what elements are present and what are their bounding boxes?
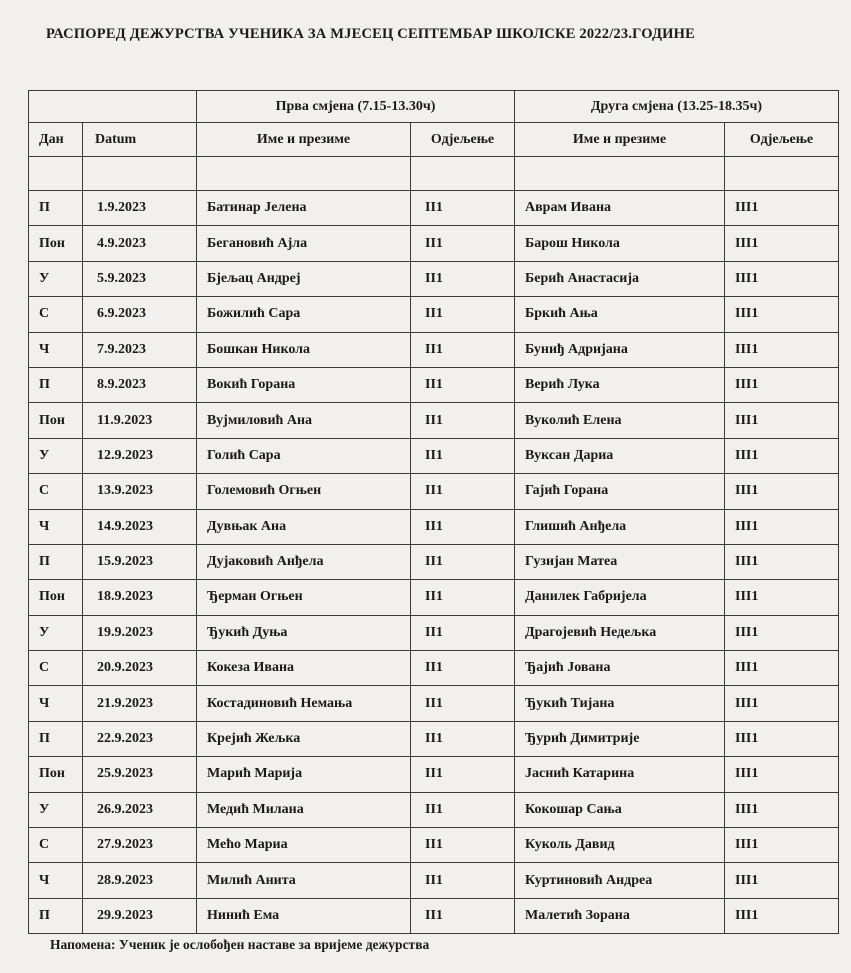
second-shift-class: III1 (725, 261, 839, 296)
second-shift-student-name: Ђукић Тијана (515, 686, 725, 721)
first-shift-class: II1 (411, 898, 515, 933)
day-cell: Ч (29, 863, 83, 898)
table-row (29, 615, 839, 650)
first-shift-class: II1 (411, 261, 515, 296)
second-shift-class: III1 (725, 509, 839, 544)
first-shift-student-name: Батинар Јелена (197, 191, 411, 226)
day-cell: П (29, 721, 83, 756)
day-cell: П (29, 544, 83, 579)
day-cell: Пон (29, 757, 83, 792)
first-shift-class: II1 (411, 226, 515, 261)
second-shift-name-column-header: Име и презиме (515, 123, 725, 157)
day-cell: С (29, 651, 83, 686)
first-shift-class: II1 (411, 367, 515, 402)
first-shift-class: II1 (411, 580, 515, 615)
date-cell: 14.9.2023 (83, 509, 197, 544)
first-shift-class: II1 (411, 509, 515, 544)
second-shift-class: III1 (725, 863, 839, 898)
day-cell: П (29, 898, 83, 933)
blank-cell (411, 157, 515, 191)
second-shift-class: III1 (725, 580, 839, 615)
second-shift-class: III1 (725, 615, 839, 650)
table-row (29, 721, 839, 756)
first-shift-class: II1 (411, 792, 515, 827)
day-cell: У (29, 615, 83, 650)
first-shift-class: II1 (411, 651, 515, 686)
table-row (29, 332, 839, 367)
day-cell: Пон (29, 403, 83, 438)
second-shift-class: III1 (725, 438, 839, 473)
second-shift-student-name: Куколь Давид (515, 828, 725, 863)
first-shift-student-name: Бјељац Андреј (197, 261, 411, 296)
day-cell: Пон (29, 580, 83, 615)
page-title: РАСПОРЕД ДЕЖУРСТВА УЧЕНИКА ЗА МЈЕСЕЦ СЕПТЕМБАР ШКОЛСКЕ 2022/23.ГОДИНЕ (46, 26, 695, 42)
first-shift-class: II1 (411, 332, 515, 367)
table-row (29, 474, 839, 509)
first-shift-class: II1 (411, 615, 515, 650)
first-shift-class: II1 (411, 757, 515, 792)
table-row (29, 544, 839, 579)
day-cell: Пон (29, 226, 83, 261)
first-shift-student-name: Голић Сара (197, 438, 411, 473)
table-row (29, 403, 839, 438)
day-cell: Ч (29, 686, 83, 721)
second-shift-student-name: Јаснић Катарина (515, 757, 725, 792)
second-shift-student-name: Верић Лука (515, 367, 725, 402)
second-shift-student-name: Барош Никола (515, 226, 725, 261)
date-cell: 11.9.2023 (83, 403, 197, 438)
first-shift-student-name: Ђукић Дуња (197, 615, 411, 650)
first-shift-student-name: Големовић Огњен (197, 474, 411, 509)
first-shift-class: II1 (411, 403, 515, 438)
first-shift-student-name: Божилић Сара (197, 297, 411, 332)
date-cell: 20.9.2023 (83, 651, 197, 686)
second-shift-student-name: Ђајић Јована (515, 651, 725, 686)
first-shift-name-column-header: Име и презиме (197, 123, 411, 157)
second-shift-student-name: Вуксан Дариа (515, 438, 725, 473)
first-shift-student-name: Бошкан Никола (197, 332, 411, 367)
second-shift-student-name: Берић Анастасија (515, 261, 725, 296)
first-shift-header: Прва смјена (7.15-13.30ч) (197, 91, 515, 123)
date-cell: 13.9.2023 (83, 474, 197, 509)
table-row (29, 509, 839, 544)
table-row (29, 792, 839, 827)
second-shift-class: III1 (725, 474, 839, 509)
second-shift-student-name: Драгојевић Недељка (515, 615, 725, 650)
table-row (29, 863, 839, 898)
date-cell: 12.9.2023 (83, 438, 197, 473)
second-shift-student-name: Малетић Зорана (515, 898, 725, 933)
second-shift-class: III1 (725, 828, 839, 863)
second-shift-class: III1 (725, 792, 839, 827)
duty-schedule-table (28, 90, 839, 934)
blank-cell (83, 157, 197, 191)
day-cell: С (29, 828, 83, 863)
date-cell: 28.9.2023 (83, 863, 197, 898)
first-shift-class: II1 (411, 544, 515, 579)
first-shift-student-name: Марић Марија (197, 757, 411, 792)
second-shift-student-name: Буниђ Адријана (515, 332, 725, 367)
first-shift-class: II1 (411, 721, 515, 756)
table-row (29, 757, 839, 792)
day-cell: Ч (29, 332, 83, 367)
second-shift-student-name: Данилек Габријела (515, 580, 725, 615)
second-shift-student-name: Глишић Анђела (515, 509, 725, 544)
first-shift-class: II1 (411, 191, 515, 226)
date-cell: 22.9.2023 (83, 721, 197, 756)
date-cell: 21.9.2023 (83, 686, 197, 721)
second-shift-class: III1 (725, 191, 839, 226)
date-cell: 6.9.2023 (83, 297, 197, 332)
second-shift-class: III1 (725, 757, 839, 792)
second-shift-student-name: Вуколић Елена (515, 403, 725, 438)
date-cell: 26.9.2023 (83, 792, 197, 827)
first-shift-student-name: Костадиновић Немања (197, 686, 411, 721)
date-cell: 25.9.2023 (83, 757, 197, 792)
table-row (29, 898, 839, 933)
second-shift-class: III1 (725, 721, 839, 756)
second-shift-class: III1 (725, 297, 839, 332)
first-shift-student-name: Бегановић Ајла (197, 226, 411, 261)
first-shift-student-name: Кокеза Ивана (197, 651, 411, 686)
first-shift-student-name: Дујаковић Анђела (197, 544, 411, 579)
second-shift-student-name: Гајић Горана (515, 474, 725, 509)
date-cell: 1.9.2023 (83, 191, 197, 226)
first-shift-student-name: Нинић Ема (197, 898, 411, 933)
first-shift-student-name: Мећо Мариа (197, 828, 411, 863)
day-cell: У (29, 792, 83, 827)
first-shift-student-name: Вујмиловић Ана (197, 403, 411, 438)
table-row (29, 651, 839, 686)
second-shift-header: Друга смјена (13.25-18.35ч) (515, 91, 839, 123)
first-shift-class-column-header: Одјељење (411, 123, 515, 157)
table-row (29, 261, 839, 296)
blank-row (29, 157, 839, 191)
date-cell: 4.9.2023 (83, 226, 197, 261)
second-shift-student-name: Бркић Ања (515, 297, 725, 332)
column-header-row (29, 123, 839, 157)
date-cell: 15.9.2023 (83, 544, 197, 579)
blank-cell (197, 157, 411, 191)
day-cell: У (29, 438, 83, 473)
date-cell: 27.9.2023 (83, 828, 197, 863)
second-shift-class: III1 (725, 651, 839, 686)
day-cell: С (29, 474, 83, 509)
first-shift-class: II1 (411, 863, 515, 898)
second-shift-student-name: Аврам Ивана (515, 191, 725, 226)
second-shift-class: III1 (725, 898, 839, 933)
table-row (29, 828, 839, 863)
first-shift-class: II1 (411, 438, 515, 473)
second-shift-class: III1 (725, 226, 839, 261)
day-cell: П (29, 191, 83, 226)
second-shift-student-name: Ђурић Димитрије (515, 721, 725, 756)
first-shift-student-name: Ђерман Огњен (197, 580, 411, 615)
table-row (29, 580, 839, 615)
first-shift-class: II1 (411, 474, 515, 509)
day-cell: С (29, 297, 83, 332)
table-row (29, 438, 839, 473)
second-shift-class-column-header: Одјељење (725, 123, 839, 157)
second-shift-class: III1 (725, 332, 839, 367)
blank-cell (29, 157, 83, 191)
table-row (29, 686, 839, 721)
date-cell: 19.9.2023 (83, 615, 197, 650)
second-shift-student-name: Куртиновић Андреа (515, 863, 725, 898)
first-shift-student-name: Крејић Жељка (197, 721, 411, 756)
second-shift-student-name: Гузијан Матеа (515, 544, 725, 579)
day-cell: Ч (29, 509, 83, 544)
first-shift-class: II1 (411, 297, 515, 332)
table-row (29, 367, 839, 402)
day-cell: П (29, 367, 83, 402)
table-row (29, 226, 839, 261)
blank-cell (725, 157, 839, 191)
date-cell: 29.9.2023 (83, 898, 197, 933)
day-cell: У (29, 261, 83, 296)
first-shift-student-name: Медић Милана (197, 792, 411, 827)
blank-cell (515, 157, 725, 191)
footnote: Напомена: Ученик је ослобођен наставе за вријеме дежурства (50, 937, 430, 952)
shift-header-empty-cell (29, 91, 197, 123)
date-cell: 5.9.2023 (83, 261, 197, 296)
second-shift-class: III1 (725, 544, 839, 579)
date-cell: 7.9.2023 (83, 332, 197, 367)
table-row (29, 297, 839, 332)
second-shift-class: III1 (725, 403, 839, 438)
first-shift-student-name: Вокић Горана (197, 367, 411, 402)
date-column-header: Datum (83, 123, 197, 157)
first-shift-class: II1 (411, 828, 515, 863)
first-shift-student-name: Милић Анита (197, 863, 411, 898)
date-cell: 18.9.2023 (83, 580, 197, 615)
day-column-header: Дан (29, 123, 83, 157)
first-shift-class: II1 (411, 686, 515, 721)
second-shift-class: III1 (725, 367, 839, 402)
table-row (29, 191, 839, 226)
date-cell: 8.9.2023 (83, 367, 197, 402)
shift-header-row (29, 91, 839, 123)
second-shift-student-name: Кокошар Сања (515, 792, 725, 827)
first-shift-student-name: Дувњак Ана (197, 509, 411, 544)
second-shift-class: III1 (725, 686, 839, 721)
